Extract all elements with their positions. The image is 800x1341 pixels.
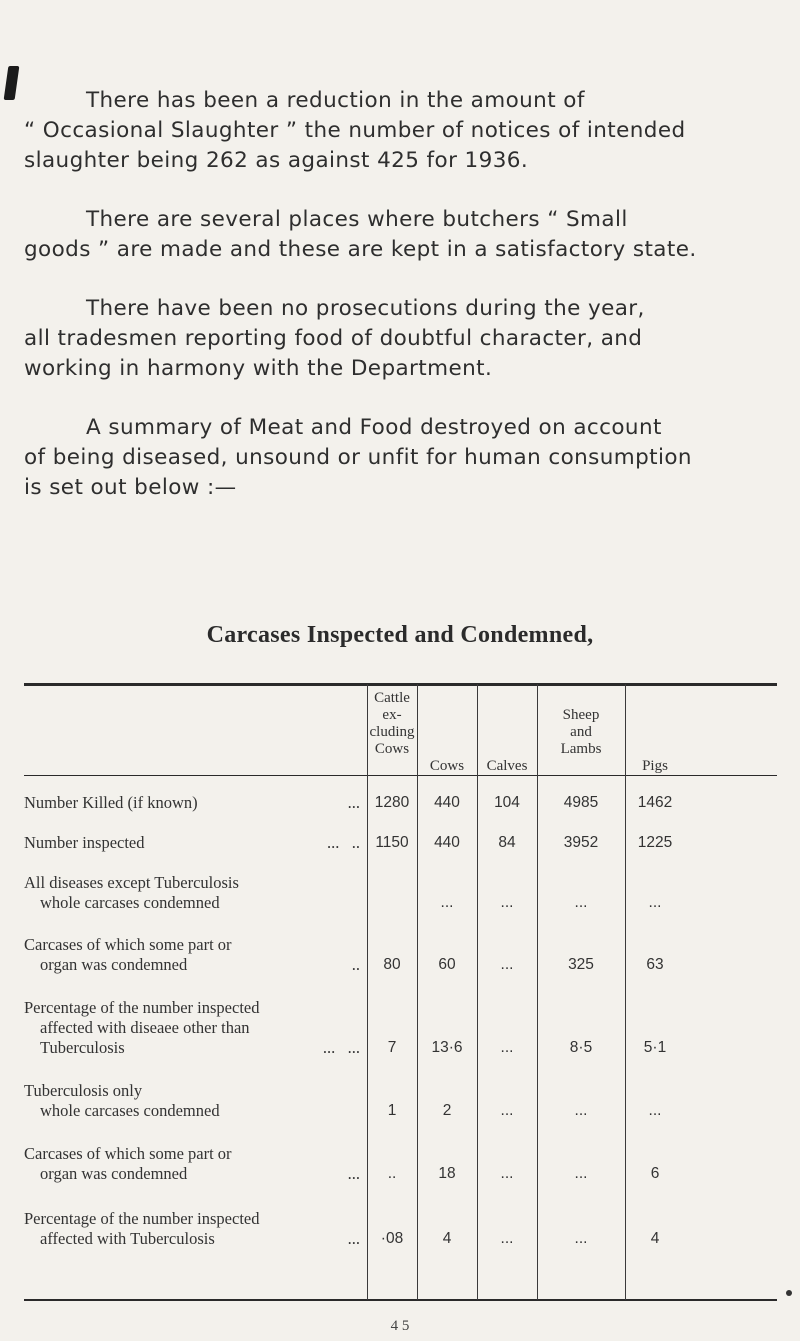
column-header-sheep bbox=[537, 707, 625, 758]
table-cell: ... bbox=[574, 1102, 588, 1119]
table-cell: ... bbox=[574, 894, 588, 911]
header-line: cluding bbox=[369, 724, 415, 740]
paragraph-summary bbox=[24, 413, 724, 503]
text-line: “ Occasional Slaughter ” the number of notices of intended bbox=[24, 118, 686, 143]
table-cell: ... bbox=[500, 1102, 514, 1119]
table-cell: 18 bbox=[438, 1165, 456, 1182]
row-label: Number inspected ... .. bbox=[24, 833, 360, 852]
table-cell: ... bbox=[648, 1102, 662, 1119]
table-cell: 4 bbox=[650, 1230, 660, 1247]
table-cell: 4985 bbox=[563, 794, 599, 811]
table-cell: 6 bbox=[650, 1165, 660, 1182]
table-cell: 1280 bbox=[374, 794, 410, 811]
row-label: Percentage of the number inspected affected with Tuberculosis ... bbox=[24, 1209, 360, 1248]
header-line: Cattle bbox=[374, 690, 410, 706]
text-line: is set out below :— bbox=[24, 475, 237, 500]
header-line: ex- bbox=[382, 707, 402, 723]
table-bottom-rule bbox=[24, 1299, 777, 1301]
table-top-rule bbox=[24, 683, 777, 686]
table-cell: 1150 bbox=[375, 834, 409, 851]
table-cell: 4 bbox=[442, 1230, 452, 1247]
column-header-calves: Calves bbox=[486, 758, 528, 774]
table-cell: ... bbox=[500, 894, 514, 911]
text-line: working in harmony with the Department. bbox=[24, 356, 493, 381]
table-cell: ... bbox=[500, 1039, 514, 1056]
table-cell: 80 bbox=[383, 956, 401, 973]
page-number: 4 5 bbox=[390, 1318, 410, 1334]
stray-dot bbox=[786, 1290, 792, 1296]
header-line: Lambs bbox=[560, 741, 602, 757]
table-cell: 63 bbox=[646, 956, 664, 973]
paragraph-small-goods bbox=[24, 205, 724, 265]
row-label: Carcases of which some part or organ was condemned ... bbox=[24, 1144, 360, 1183]
text-line: A summary of Meat and Food destroyed on account bbox=[86, 415, 662, 440]
column-divider bbox=[367, 684, 368, 1300]
header-line: and bbox=[570, 724, 592, 740]
column-divider bbox=[625, 684, 626, 1300]
column-header-cows: Cows bbox=[429, 758, 465, 774]
table-cell: 325 bbox=[568, 956, 594, 973]
page-corner-mark bbox=[4, 66, 20, 100]
header-line: Cows bbox=[374, 741, 410, 757]
row-label: Carcases of which some part or organ was condemned .. bbox=[24, 935, 360, 974]
table-cell: ... bbox=[500, 956, 514, 973]
paragraph-prosecutions bbox=[24, 294, 724, 384]
table-cell: 84 bbox=[498, 834, 516, 851]
header-line: Sheep bbox=[562, 707, 600, 723]
row-label: All diseases except Tuberculosis whole carcases condemned bbox=[24, 873, 239, 912]
header-rule bbox=[24, 775, 777, 776]
text-line: There have been no prosecutions during the year, bbox=[86, 296, 645, 321]
table-cell: ... bbox=[648, 894, 662, 911]
table-cell: 2 bbox=[442, 1102, 452, 1119]
table-cell: 440 bbox=[434, 794, 460, 811]
text-line: goods ” are made and these are kept in a satisfactory state. bbox=[24, 237, 697, 262]
text-line: There has been a reduction in the amount of bbox=[86, 88, 585, 113]
table-cell: 104 bbox=[494, 794, 520, 811]
column-divider bbox=[417, 684, 418, 1300]
table-cell: 7 bbox=[387, 1039, 397, 1056]
column-header-pigs: Pigs bbox=[642, 758, 668, 774]
table-cell: 1462 bbox=[637, 794, 673, 811]
row-label: Percentage of the number inspected affected with diseaee other than Tuberculosis ... ... bbox=[24, 998, 360, 1057]
table-cell: 1225 bbox=[637, 834, 673, 851]
table-cell: 1 bbox=[387, 1102, 397, 1119]
row-label: Number Killed (if known) ... bbox=[24, 793, 360, 812]
text-line: of being diseased, unsound or unfit for human consumption bbox=[24, 445, 692, 470]
table-cell: ... bbox=[500, 1230, 514, 1247]
table-cell: 3952 bbox=[563, 834, 599, 851]
text-line: slaughter being 262 as against 425 for 1936. bbox=[24, 148, 529, 173]
column-divider bbox=[537, 684, 538, 1300]
table-title: Carcases Inspected and Condemned, bbox=[206, 622, 594, 648]
table-cell: ... bbox=[440, 894, 454, 911]
table-cell: 8·5 bbox=[569, 1039, 593, 1056]
table-cell: 13·6 bbox=[431, 1039, 463, 1056]
table-cell: .. bbox=[387, 1165, 397, 1182]
text-line: all tradesmen reporting food of doubtful character, and bbox=[24, 326, 643, 351]
column-header-cattle bbox=[367, 690, 417, 758]
table-cell: 5·1 bbox=[643, 1039, 667, 1056]
column-divider bbox=[477, 684, 478, 1300]
row-label: Tuberculosis only whole carcases condemned bbox=[24, 1081, 220, 1120]
table-cell: 60 bbox=[438, 956, 456, 973]
table-cell: ·08 bbox=[380, 1230, 404, 1247]
table-cell: ... bbox=[574, 1165, 588, 1182]
paragraph-occasional-slaughter bbox=[24, 86, 724, 176]
text-line: There are several places where butchers “ Small bbox=[86, 207, 628, 232]
table-cell: ... bbox=[574, 1230, 588, 1247]
table-cell: 440 bbox=[434, 834, 460, 851]
table-cell: ... bbox=[500, 1165, 514, 1182]
